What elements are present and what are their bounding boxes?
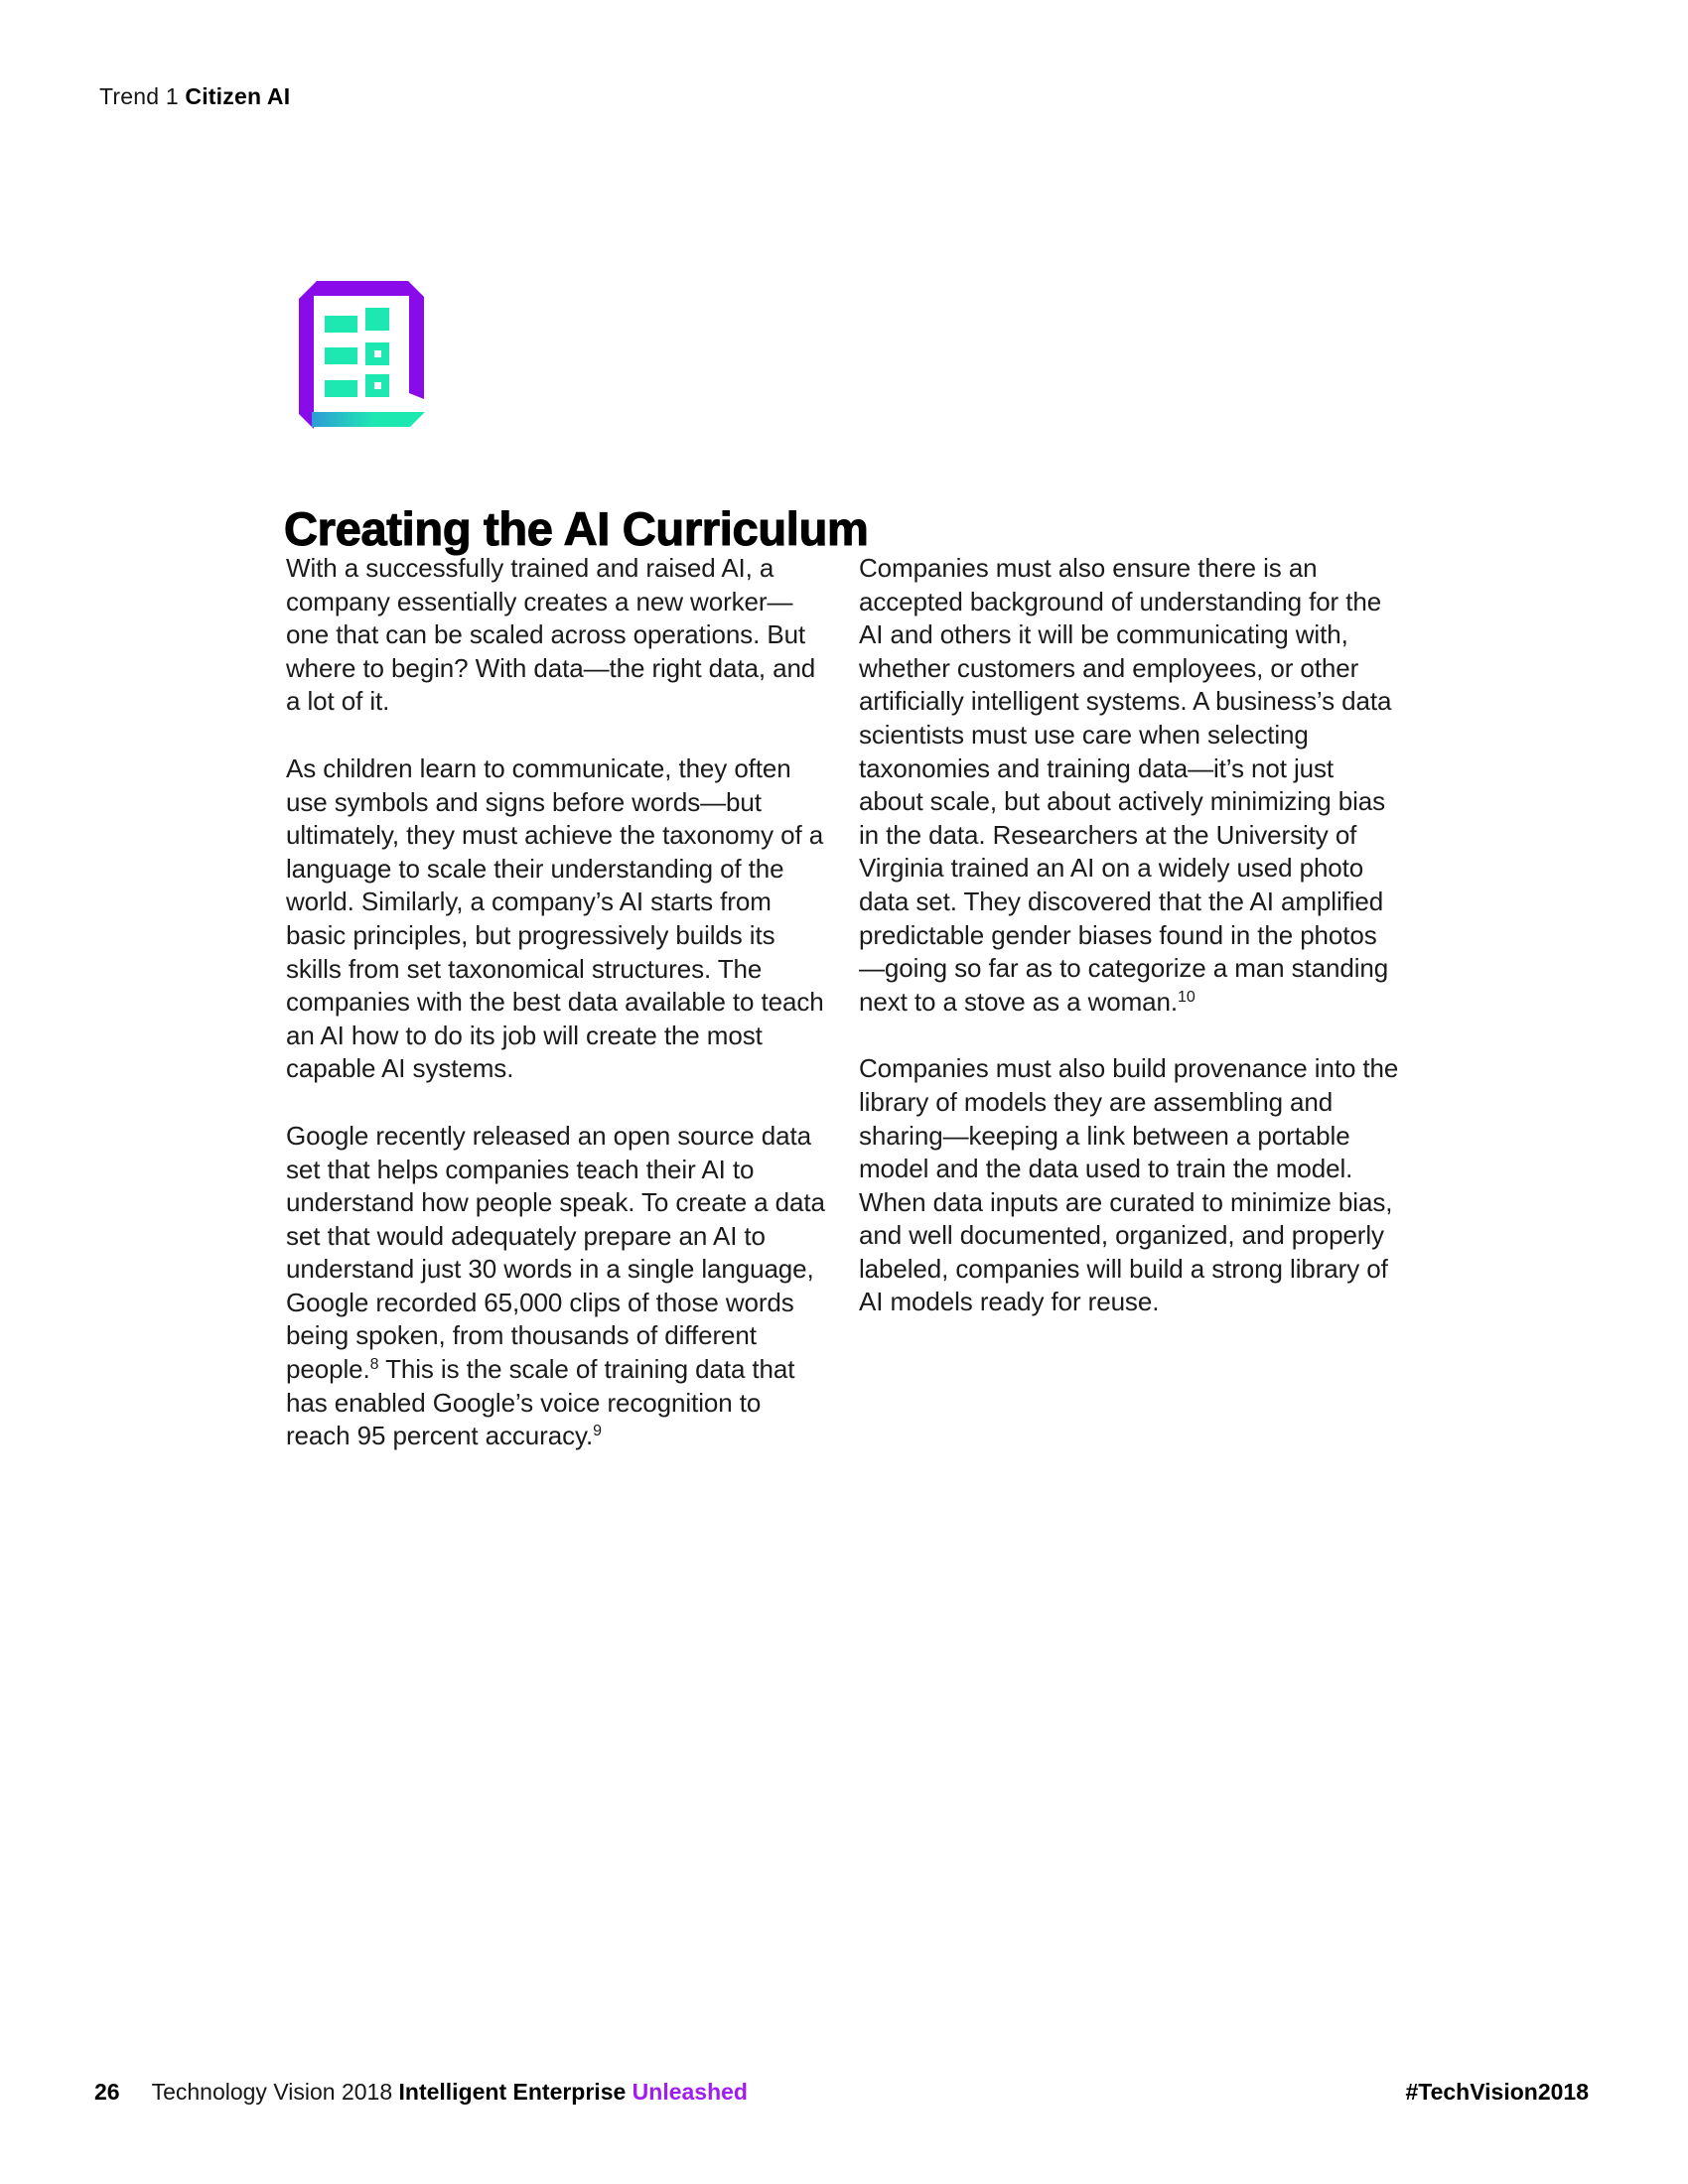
page-title: Creating the AI Curriculum bbox=[284, 502, 869, 556]
document-list-icon bbox=[283, 268, 432, 437]
left-column bbox=[286, 552, 827, 1487]
trend-label: Trend 1 bbox=[99, 83, 179, 109]
report-edition-accent: Unleashed bbox=[632, 2079, 748, 2105]
body-columns bbox=[286, 552, 1400, 1487]
paragraph: Companies must also ensure there is an accepted background of understanding for the AI and others it will be communicating with, whether customers and employees, or other artificially intelligent systems. A business’s data scientists must use care when selecting taxonomies and training data—it’s not just about scale, but about actively minimizing bias in the data. Researchers at the University of Virginia trained an AI on a widely used photo data set. They discovered that the AI amplified predictable gender biases found in the photos—going so far as to categorize a man standing next to a stove as a woman.$^{10}$ bbox=[859, 553, 1392, 1017]
footnote-marker: 9 bbox=[593, 1423, 602, 1440]
icon-frame bbox=[299, 281, 424, 429]
footer-right bbox=[1405, 2079, 1589, 2106]
paragraph: Google recently released an open source data set that helps companies teach their AI to understand how people speak. To create a data set that would adequately prepare an AI to understand just 30 words in a single language, Google recorded 65,000 clips of those words being spoken, from thousands of different people.$^8$ This is the scale of training data that has enabled Google’s voice recognition to reach 95 percent accuracy.$^9$ bbox=[286, 1120, 825, 1451]
page-header bbox=[99, 83, 290, 110]
footnote-marker: 10 bbox=[1178, 988, 1196, 1006]
right-column bbox=[859, 552, 1400, 1487]
paragraph: As children learn to communicate, they often use symbols and signs before words—but ultimately, they must achieve the taxonomy of a language to scale their understanding of the world. Similarly, a company’s AI starts from basic principles, but progressively builds its skills from set taxonomical structures. The companies with the best data available to teach an AI how to do its job will create the most capable AI systems. bbox=[286, 752, 824, 1084]
report-title: Technology Vision 2018 bbox=[151, 2079, 393, 2105]
footer-left bbox=[94, 2079, 748, 2106]
page-number: 26 bbox=[94, 2079, 120, 2105]
icon-swoosh bbox=[312, 412, 425, 427]
paragraph: With a successfully trained and raised AI, a company essentially creates a new worker—one that can be scaled across operations. But where to begin? With data—the right data, and a lot of it. bbox=[286, 553, 816, 717]
footnote-marker: 8 bbox=[369, 1356, 379, 1374]
paragraph: Companies must also build provenance into the library of models they are assembling and sharing—keeping a link between a portable model and the data used to train the model. When data inputs are curated to minimize bias, and well documented, organized, and properly labeled, companies will build a strong library of AI models ready for reuse. bbox=[859, 1053, 1399, 1317]
report-edition: Intelligent Enterprise bbox=[398, 2079, 627, 2105]
page-footer bbox=[94, 2079, 1589, 2106]
hashtag: #TechVision2018 bbox=[1405, 2079, 1589, 2105]
icon-list-rows bbox=[325, 308, 389, 397]
trend-title: Citizen AI bbox=[185, 83, 291, 109]
